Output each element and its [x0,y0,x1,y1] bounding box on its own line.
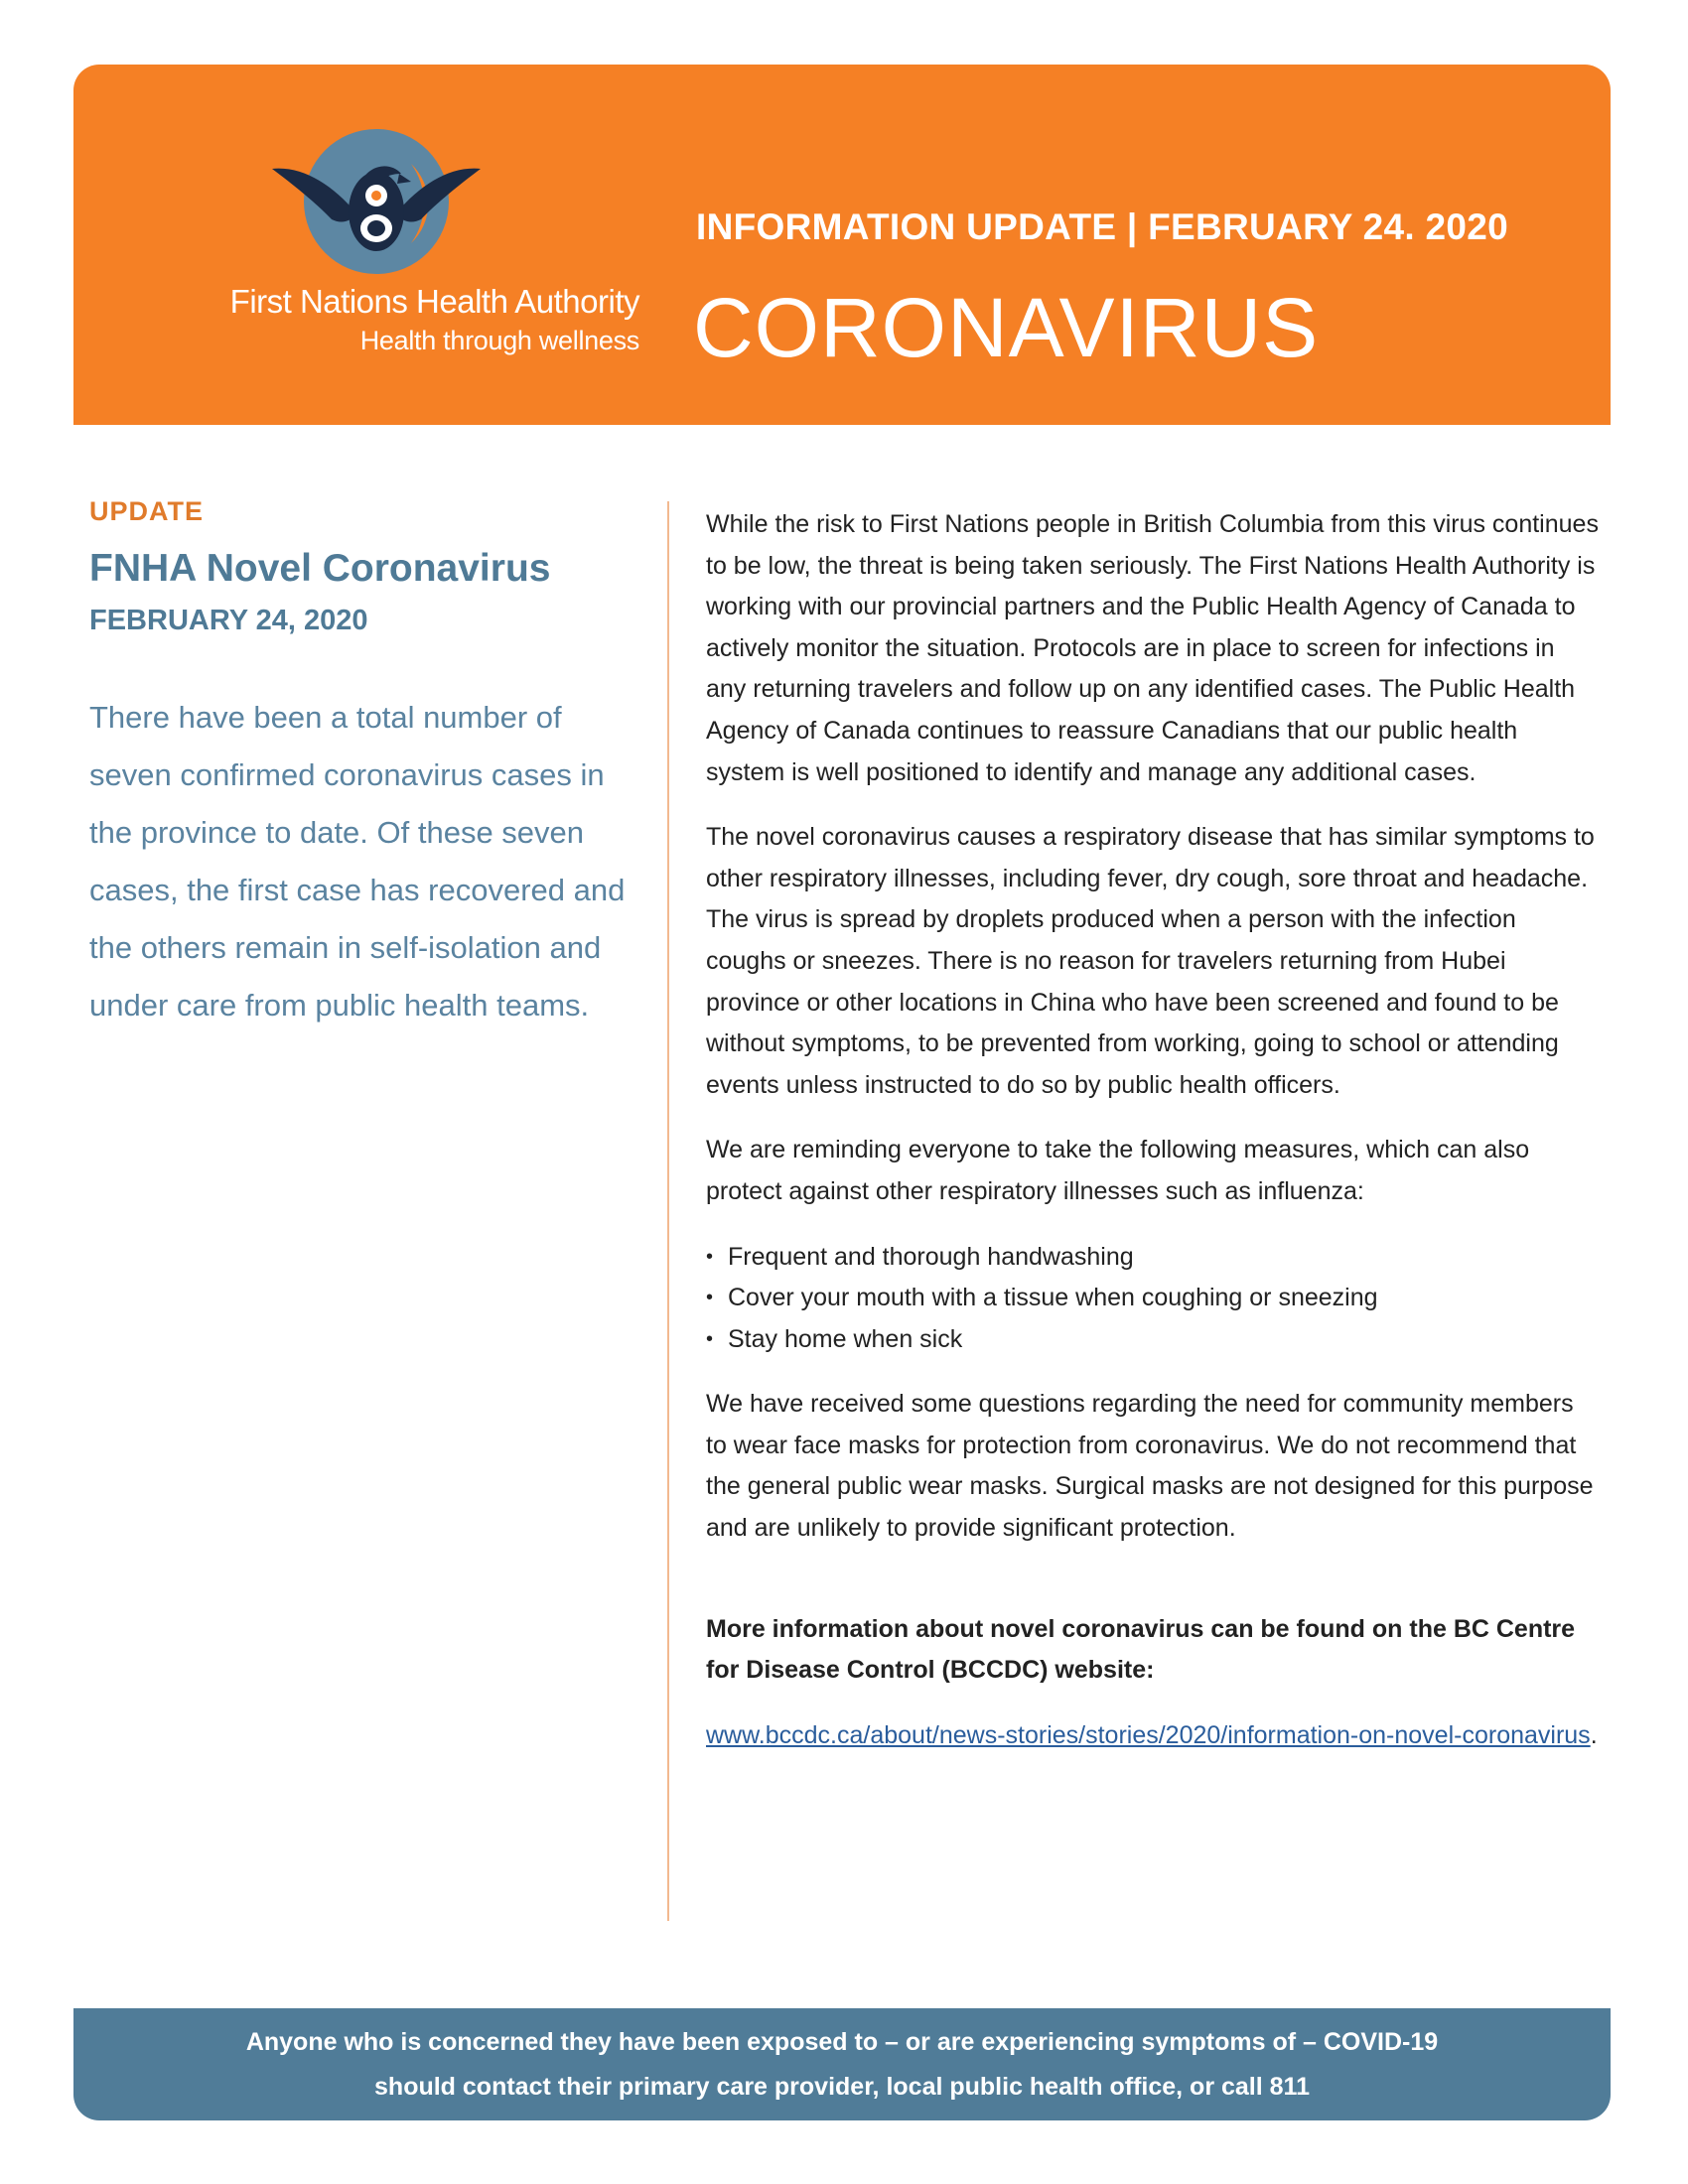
bullet-icon: • [706,1287,714,1309]
list-item [706,1278,1600,1319]
page-title: CORONAVIRUS [693,281,1320,374]
sidebar-title: FNHA Novel Coronavirus [89,547,551,590]
paragraph-symptoms: The novel coronavirus causes a respiratory disease that has similar symptoms to other respiratory illnesses, including fever, dry cough, sore throat and headache. The virus is spread by droplets produced when a person with the infection coughs or sneezes. There is no reason for travelers returning from Hubei province or other locations in China who have been screened and found to be without symptoms, to be prevented from working, going to school or attending events unless instructed to do so by public health officers. [706,823,1595,1099]
bullet-icon: • [706,1327,714,1350]
sidebar-date: FEBRUARY 24, 2020 [89,605,368,636]
org-name: First Nations Health Authority [229,283,639,320]
paragraph-risk: While the risk to First Nations people in British Columbia from this virus continues to be low, the threat is being taken seriously. The First Nations Health Authority is working with our provincial partners and the Public Health Agency of Canada to actively monitor the situation. Protocols are in place to screen for infections in any returning travelers and follow up on any identified cases. The Public Health Agency of Canada continues to reassure Canadians that our public health system is well positioned to identify and manage any additional cases. [706,510,1599,786]
paragraph-masks: We have received some questions regarding the need for community members to wear face masks for protection from coronavirus. We do not recommend that the general public wear masks. Surgical masks are not designed for this purpose and are unlikely to provide significant protection. [706,1390,1594,1543]
link-suffix: . [1590,1720,1598,1749]
org-tagline: Health through wellness [359,326,639,355]
fnha-eagle-logo-icon [262,124,491,283]
footer-banner [73,2008,1611,2120]
column-divider [667,501,669,1921]
bullet-icon: • [706,1245,714,1268]
sidebar-column [89,496,645,1034]
bccdc-link[interactable]: www.bccdc.ca/about/news-stories/stories/2020/information-on-novel-coronavirus [706,1720,1591,1749]
list-item-text: Stay home when sick [728,1324,963,1353]
list-item-text: Cover your mouth with a tissue when coughing or sneezing [728,1284,1378,1312]
list-item [706,1319,1600,1361]
update-kicker: UPDATE [89,496,205,526]
link-line [706,1715,1600,1757]
header-banner [73,65,1611,425]
sidebar-summary: There have been a total number of seven confirmed coronavirus cases in the province to date. Of these seven cases, the first case has recovered and the others remain in self-isolation and under care from public health teams. [89,700,626,1023]
footer-line-1: Anyone who is concerned they have been exposed to – or are experiencing symptoms of – COVID-19 [245,2028,1439,2056]
more-info-text: More information about novel coronavirus can be found on the BC Centre for Disease Control (BCCDC) website: [706,1614,1576,1685]
list-item [706,1237,1600,1279]
main-column [706,504,1600,1756]
footer-line-2: should contact their primary care provider, local public health office, or call 811 [374,2073,1310,2101]
fnha-logo [193,124,669,372]
paragraph-measures: We are reminding everyone to take the following measures, which can also protect against other respiratory illnesses such as influenza: [706,1136,1530,1205]
measures-list [706,1237,1600,1361]
list-item-text: Frequent and thorough handwashing [728,1242,1134,1271]
update-line: INFORMATION UPDATE | FEBRUARY 24. 2020 [696,206,1509,247]
